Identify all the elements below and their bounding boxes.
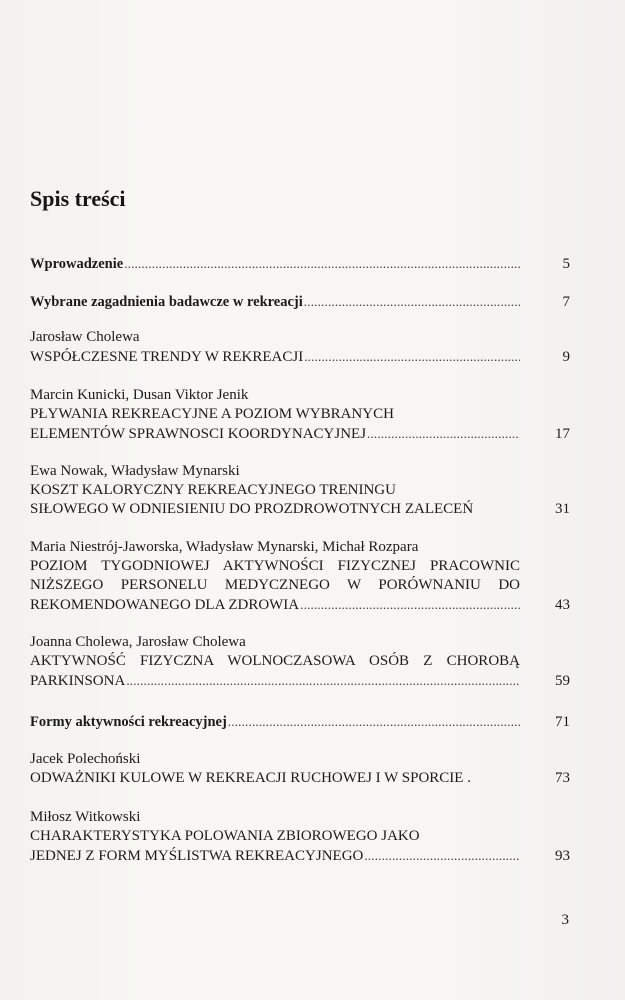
toc-page-number: 93: [555, 848, 570, 864]
toc-section-research-topics[interactable]: [30, 292, 570, 312]
toc-page-number: 9: [562, 349, 570, 365]
dot-leader: [364, 846, 520, 865]
toc-entry[interactable]: [30, 633, 570, 691]
dot-leader: [126, 671, 520, 690]
toc-title-line: PŁYWANIA REKREACYJNE A POZIOM WYBRANYCH: [30, 406, 394, 422]
toc-title-line: ODWAŻNIKI KULOWE W REKREACJI RUCHOWEJ I W SPORCIE .: [30, 770, 471, 786]
dot-leader: [304, 292, 520, 311]
page-title: Spis treści: [30, 186, 126, 211]
dot-leader: [124, 254, 520, 273]
toc-entry[interactable]: [30, 386, 570, 444]
toc-page-number: 31: [555, 501, 570, 517]
toc-section-introduction[interactable]: [30, 254, 570, 274]
toc-section-title: Wybrane zagadnienia badawcze w rekreacji: [30, 294, 303, 310]
toc-page-number: 17: [555, 426, 570, 442]
toc-section-recreation-forms[interactable]: [30, 712, 570, 732]
toc-page-number: 7: [562, 294, 570, 310]
toc-authors: Marcin Kunicki, Dusan Viktor Jenik: [30, 387, 249, 403]
toc-entry[interactable]: [30, 462, 570, 519]
toc-authors: Miłosz Witkowski: [30, 809, 141, 825]
toc-authors: Maria Niestrój-Jaworska, Władysław Mynarski, Michał Rozpara: [30, 539, 419, 555]
toc-authors: Ewa Nowak, Władysław Mynarski: [30, 463, 240, 479]
toc-authors: Joanna Cholewa, Jarosław Cholewa: [30, 634, 246, 650]
toc-authors: Jarosław Cholewa: [30, 329, 140, 345]
toc-title-line: JEDNEJ Z FORM MYŚLISTWA REKREACYJNEGO: [30, 848, 364, 864]
toc-page-number: 5: [562, 256, 570, 272]
toc-title-line: ELEMENTÓW SPRAWNOSCI KOORDYNACYJNEJ: [30, 426, 367, 442]
toc-page-number: 43: [555, 597, 570, 613]
toc-entry[interactable]: [30, 538, 570, 615]
toc-section-title: Formy aktywności rekreacyjnej: [30, 714, 227, 730]
page-number: 3: [561, 912, 569, 928]
toc-title-line: KOSZT KALORYCZNY REKREACYJNEGO TRENINGU: [30, 482, 396, 498]
toc-entry[interactable]: [30, 808, 570, 866]
toc-section-title: Wprowadzenie: [30, 256, 124, 272]
toc-title-line: PARKINSONA: [30, 673, 126, 689]
toc-title-line: WSPÓŁCZESNE TRENDY W REKREACJI: [30, 349, 304, 365]
toc-title-line: REKOMENDOWANEGO DLA ZDROWIA: [30, 597, 300, 613]
dot-leader: [300, 595, 520, 614]
toc-title-line: CHARAKTERYSTYKA POLOWANIA ZBIOROWEGO JAKO: [30, 828, 420, 844]
toc-title-line: POZIOM TYGODNIOWEJ AKTYWNOŚCI FIZYCZNEJ PRACOWNIC: [30, 558, 520, 574]
dot-leader: [367, 424, 520, 443]
toc-page-number: 73: [555, 770, 570, 786]
dot-leader: [228, 712, 520, 731]
dot-leader: [304, 347, 520, 366]
toc-entry[interactable]: [30, 328, 570, 367]
toc-title-line: NIŻSZEGO PERSONELU MEDYCZNEGO W PORÓWNANIU DO: [30, 577, 520, 593]
toc-authors: Jacek Polechoński: [30, 751, 141, 767]
toc-title-line: AKTYWNOŚĆ FIZYCZNA WOLNOCZASOWA OSÓB Z CHOROBĄ: [30, 653, 520, 669]
toc-entry[interactable]: [30, 750, 570, 788]
toc-page-number: 59: [555, 673, 570, 689]
toc-title-line: SIŁOWEGO W ODNIESIENIU DO PROZDROWOTNYCH ZALECEŃ: [30, 501, 474, 517]
toc-page-number: 71: [555, 714, 570, 730]
